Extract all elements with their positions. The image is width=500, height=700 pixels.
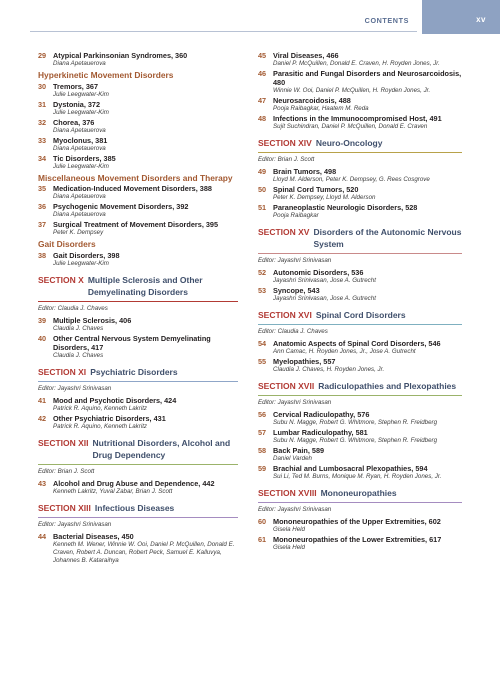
chapter-number: 52 (258, 268, 267, 277)
chapter-authors: Claudia J. Chaves, H. Royden Jones, Jr. (273, 366, 385, 373)
section-block (38, 437, 238, 496)
chapter-number: 33 (38, 135, 47, 145)
section-editor: Editor: Jayashri Srinivasan (258, 399, 332, 406)
chapter-authors: Diana Apetauerova (53, 60, 106, 67)
chapter-authors: Winnie W. Ooi, Daniel P. McQuillen, H. Royden Jones, Jr. (273, 87, 431, 94)
chapter-title: Autonomic Disorders, 536 (273, 268, 364, 277)
section-editor: Editor: Jayashri Srinivasan (258, 506, 332, 513)
toc-entry[interactable] (258, 203, 462, 220)
toc-entry[interactable] (258, 535, 462, 552)
section-label: SECTION XIII (38, 502, 91, 513)
chapter-authors: Diana Apetauerova (53, 211, 106, 218)
chapter-number: 60 (258, 517, 267, 526)
section-block (38, 274, 238, 360)
chapter-number: 31 (38, 99, 47, 109)
chapter-authors: Patrick R. Aquino, Kenneth Lakritz (53, 404, 148, 412)
chapter-title: Gait Disorders, 398 (53, 250, 120, 260)
section-block (258, 309, 462, 374)
chapter-authors: Diana Apetauerova (53, 126, 106, 134)
section-title: Multiple Sclerosis and Other Demyelinating Disorders (87, 274, 203, 297)
chapter-number: 36 (38, 202, 47, 211)
chapter-title: Mood and Psychotic Disorders, 424 (53, 395, 177, 405)
chapter-number: 53 (258, 286, 267, 295)
section-block (38, 502, 238, 565)
toc-entry[interactable] (258, 446, 462, 463)
toc-entry[interactable] (38, 220, 238, 237)
chapter-number: 61 (258, 535, 267, 544)
chapter-authors: Lloyd M. Alderson, Peter K. Dempsey, G. Rees Cosgrove (273, 176, 430, 183)
chapter-title: Psychogenic Movement Disorders, 392 (53, 202, 189, 211)
section-heading[interactable] (258, 380, 462, 392)
page-number-tab (422, 0, 500, 34)
section-label: SECTION XI (38, 366, 87, 377)
chapter-authors: Kenneth M. Wener, Winnie W. Ooi, Daniel P. McQuillen, Donald E. Craven, Robert A. Duncan, Robert Peck, Samuel E. Kalluvya, Johannes B. Kataraihya (53, 540, 235, 564)
chapter-authors: Pooja Raibagkar (273, 212, 319, 219)
toc-entry[interactable] (38, 51, 238, 68)
section-rule (38, 301, 238, 302)
section-heading[interactable] (258, 487, 462, 499)
chapter-title: Spinal Cord Tumors, 520 (273, 185, 359, 194)
chapter-title: Syncope, 543 (273, 286, 320, 295)
chapter-authors: Daniel P. McQuillen, Donald E. Craven, H. Royden Jones, Jr. (273, 60, 440, 67)
section-rule (258, 152, 462, 153)
toc-entry[interactable] (38, 251, 238, 268)
chapter-title: Other Central Nervous System Demyelinating Disorders, 417 (53, 333, 211, 352)
toc-entry[interactable] (258, 96, 462, 113)
chapter-number: 37 (38, 220, 47, 229)
chapter-title: Mononeuropathies of the Lower Extremities, 617 (273, 535, 442, 544)
chapter-title: Alcohol and Drug Abuse and Dependence, 442 (53, 478, 215, 488)
chapter-number: 56 (258, 410, 267, 419)
toc-entry[interactable] (258, 51, 462, 68)
toc-entry[interactable] (38, 396, 238, 413)
section-rule (258, 253, 462, 254)
chapter-title: Chorea, 376 (53, 117, 95, 127)
chapter-title: Tremors, 367 (53, 81, 99, 91)
chapter-title: Myelopathies, 557 (273, 357, 336, 366)
chapter-title: Paraneoplastic Neurologic Disorders, 528 (273, 203, 418, 212)
chapter-number: 49 (258, 167, 267, 176)
chapter-number: 54 (258, 339, 267, 348)
toc-entry[interactable] (38, 479, 238, 496)
chapter-authors: Julie Leegwater-Kim (53, 108, 109, 116)
chapter-title: Mononeuropathies of the Upper Extremities, 602 (273, 517, 441, 526)
chapter-authors: Pooja Raibagkar, Haatem M. Reda (273, 105, 369, 112)
toc-entry[interactable] (38, 154, 238, 171)
chapter-title: Multiple Sclerosis, 406 (53, 315, 132, 325)
chapter-number: 41 (38, 395, 47, 405)
chapter-title: Cervical Radiculopathy, 576 (273, 410, 370, 419)
chapter-number: 30 (38, 81, 47, 91)
chapter-number: 59 (258, 464, 267, 473)
chapter-number: 58 (258, 446, 267, 455)
chapter-title: Tic Disorders, 385 (53, 153, 116, 163)
section-block (258, 380, 462, 481)
chapter-number: 38 (38, 250, 47, 260)
chapter-number: 44 (38, 531, 47, 541)
section-label: SECTION X (38, 274, 84, 285)
chapter-title: Dystonia, 372 (53, 99, 101, 109)
toc-entry[interactable] (38, 118, 238, 135)
chapter-authors: Patrick R. Aquino, Kenneth Lakritz (53, 422, 148, 430)
chapter-authors: Daniel Vardeh (273, 455, 312, 462)
toc-entry[interactable] (38, 334, 238, 360)
chapter-title: Bacterial Diseases, 450 (53, 531, 134, 541)
toc-entry[interactable] (258, 464, 462, 481)
toc-entry[interactable] (258, 428, 462, 445)
section-title: Infectious Diseases (94, 502, 175, 513)
section-title: Neuro-Oncology (315, 138, 383, 148)
section-editor: Editor: Jayashri Srinivasan (38, 384, 112, 392)
subsection-heading: Hyperkinetic Movement Disorders (38, 70, 174, 80)
toc-entry[interactable] (38, 532, 238, 565)
section-editor: Editor: Jayashri Srinivasan (258, 257, 332, 264)
toc-entry[interactable] (258, 286, 462, 303)
running-head: CONTENTS (364, 16, 409, 25)
toc-entry[interactable] (258, 357, 462, 374)
section-title: Radiculopathies and Plexopathies (318, 381, 457, 391)
section-heading[interactable] (38, 274, 238, 298)
chapter-number: 34 (38, 153, 47, 163)
section-heading[interactable] (258, 226, 462, 250)
section-label: SECTION XVI (258, 310, 312, 320)
chapter-number: 29 (38, 51, 47, 60)
section-rule (258, 395, 462, 396)
toc-entry[interactable] (38, 136, 238, 153)
section-editor: Editor: Jayashri Srinivasan (38, 520, 112, 528)
chapter-title: Anatomic Aspects of Spinal Cord Disorders, 546 (273, 339, 441, 348)
chapter-authors: Subu N. Magge, Robert G. Whitmore, Stephen R. Freidberg (273, 437, 438, 444)
toc-entry[interactable] (38, 316, 238, 333)
chapter-number: 40 (38, 333, 47, 343)
section-heading[interactable] (38, 502, 238, 514)
section-label: SECTION XVII (258, 381, 315, 391)
chapter-title: Viral Diseases, 466 (273, 51, 339, 60)
section-block (38, 366, 238, 431)
section-editor: Editor: Claudia J. Chaves (258, 328, 328, 335)
section-block (258, 226, 462, 303)
chapter-number: 43 (38, 478, 47, 488)
chapter-authors: Julie Leegwater-Kim (53, 162, 109, 170)
header-rule (30, 31, 417, 32)
chapter-number: 32 (38, 117, 47, 127)
chapter-number: 55 (258, 357, 267, 366)
section-editor: Editor: Brian J. Scott (38, 467, 95, 475)
toc-entry[interactable] (258, 69, 462, 95)
chapter-authors: Julie Leegwater-Kim (53, 90, 109, 98)
section-label: SECTION XII (38, 437, 89, 448)
chapter-number: 48 (258, 114, 267, 123)
chapter-title: Back Pain, 589 (273, 446, 325, 455)
section-rule (38, 517, 238, 518)
subsection-heading: Gait Disorders (38, 239, 96, 249)
toc-entry[interactable] (38, 82, 238, 99)
section-heading[interactable] (258, 137, 462, 149)
toc-entry[interactable] (258, 268, 462, 285)
section-rule (258, 502, 462, 503)
chapter-authors: Gisela Held (273, 526, 305, 533)
section-heading[interactable] (38, 437, 238, 461)
left-column (38, 51, 238, 566)
chapter-number: 46 (258, 69, 267, 78)
chapter-number: 50 (258, 185, 267, 194)
page-number: xv (476, 15, 486, 24)
right-column (258, 51, 462, 553)
section-title: Mononeuropathies (320, 488, 397, 498)
chapter-authors: Peter K. Dempsey (53, 229, 104, 236)
toc-entry[interactable] (38, 100, 238, 117)
chapter-number: 47 (258, 96, 267, 105)
chapter-authors: Sui Li, Ted M. Burns, Monique M. Ryan, H. Royden Jones, Jr. (273, 473, 442, 480)
chapter-authors: Kenneth Lakritz, Yuval Zabar, Brian J. Scott (53, 487, 173, 495)
section-block (258, 487, 462, 552)
chapter-authors: Claudia J. Chaves (53, 324, 104, 332)
chapter-title: Surgical Treatment of Movement Disorders, 395 (53, 220, 219, 229)
toc-entry[interactable] (258, 339, 462, 356)
toc-entry[interactable] (38, 184, 238, 201)
chapter-title: Atypical Parkinsonian Syndromes, 360 (53, 51, 188, 60)
section-editor: Editor: Brian J. Scott (258, 156, 315, 163)
chapter-authors: Peter K. Dempsey, Lloyd M. Alderson (273, 194, 376, 201)
chapter-number: 45 (258, 51, 267, 60)
chapter-number: 35 (38, 184, 47, 193)
chapter-authors: Jayashri Srinivasan, Jose A. Gutrecht (273, 295, 376, 302)
page-header (0, 0, 500, 34)
chapter-authors: Diana Apetauerova (53, 193, 106, 200)
toc-entry[interactable] (258, 167, 462, 184)
chapter-authors: Sujit Suchindran, Daniel P. McQuillen, Donald E. Craven (273, 123, 428, 130)
section-label: SECTION XV (258, 227, 310, 237)
chapter-title: Brain Tumors, 498 (273, 167, 337, 176)
chapter-authors: Ann Camac, H. Royden Jones, Jr., Jose A. Gutrecht (273, 348, 416, 355)
toc-entry[interactable] (258, 114, 462, 131)
chapter-title: Parasitic and Fungal Disorders and Neurosarcoidosis, 480 (273, 69, 462, 87)
chapter-title: Myoclonus, 381 (53, 135, 108, 145)
section-title: Disorders of the Autonomic Nervous System (313, 227, 462, 249)
section-heading[interactable] (258, 309, 462, 321)
chapter-authors: Jayashri Srinivasan, Jose A. Gutrecht (273, 277, 376, 284)
section-rule (38, 464, 238, 465)
chapter-title: Medication-Induced Movement Disorders, 388 (53, 184, 212, 193)
chapter-title: Other Psychiatric Disorders, 431 (53, 413, 166, 423)
subsection-heading: Miscellaneous Movement Disorders and Therapy (38, 172, 233, 183)
section-label: SECTION XIV (258, 138, 312, 148)
chapter-authors: Diana Apetauerova (53, 144, 106, 152)
section-title: Spinal Cord Disorders (315, 310, 406, 320)
toc-entry[interactable] (258, 185, 462, 202)
toc-entry[interactable] (38, 202, 238, 219)
chapter-authors: Gisela Held (273, 544, 305, 551)
toc-entry[interactable] (38, 414, 238, 431)
chapter-authors: Julie Leegwater-Kim (53, 259, 109, 267)
chapter-number: 51 (258, 203, 267, 212)
section-label: SECTION XVIII (258, 488, 317, 498)
section-rule (258, 324, 462, 325)
toc-entry[interactable] (258, 410, 462, 427)
chapter-authors: Subu N. Magge, Robert G. Whitmore, Stephen R. Freidberg (273, 419, 438, 426)
section-block (258, 137, 462, 220)
chapter-title: Brachial and Lumbosacral Plexopathies, 594 (273, 464, 428, 473)
toc-entry[interactable] (258, 517, 462, 534)
chapter-number: 57 (258, 428, 267, 437)
chapter-authors: Claudia J. Chaves (53, 351, 104, 359)
chapter-title: Neurosarcoidosis, 488 (273, 96, 351, 105)
section-editor: Editor: Claudia J. Chaves (38, 304, 108, 312)
chapter-title: Infections in the Immunocompromised Host, 491 (273, 114, 442, 123)
chapter-number: 42 (38, 413, 47, 423)
section-title: Psychiatric Disorders (90, 366, 178, 377)
section-rule (38, 381, 238, 382)
chapter-number: 39 (38, 315, 47, 325)
chapter-title: Lumbar Radiculopathy, 581 (273, 428, 368, 437)
section-heading[interactable] (38, 366, 238, 378)
section-title: Nutritional Disorders, Alcohol and Drug Dependency (92, 437, 231, 460)
